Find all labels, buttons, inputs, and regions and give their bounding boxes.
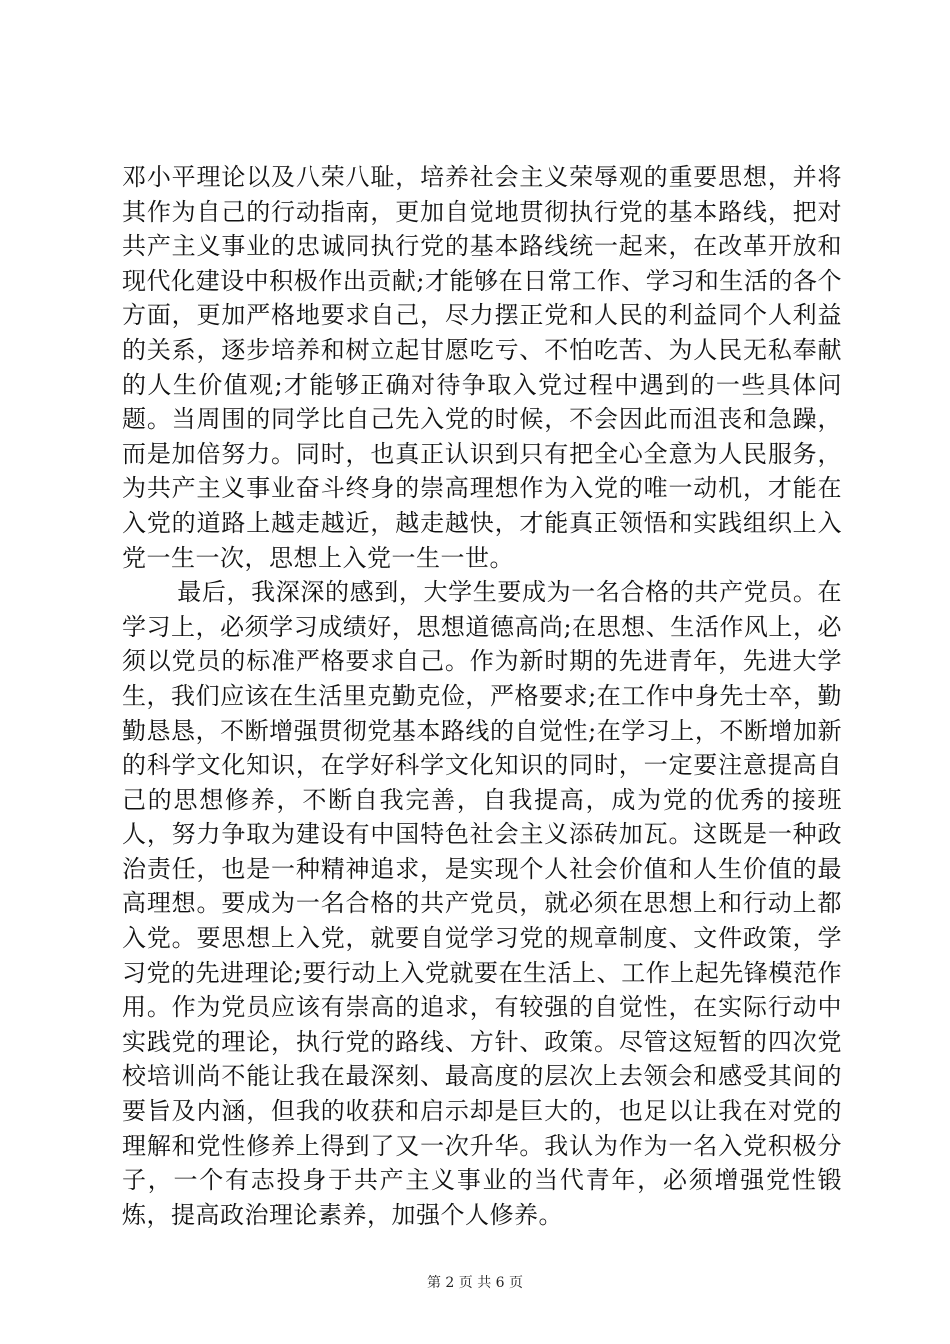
document-body <box>122 160 842 1232</box>
paragraph-conclusion: 最后，我深深的感到，大学生要成为一名合格的共产党员。在学习上，必须学习成绩好，思想道德高尚;在思想、生活作风上，必须以党员的标准严格要求自己。作为新时期的先进青年，先进大学生，我们应该在生活里克勤克俭，严格要求;在工作中身先士卒，勤勤恳恳，不断增强贯彻党基本路线的自觉性;在学习上，不断增加新的科学文化知识，在学好科学文化知识的同时，一定要注意提高自己的思想修养，不断自我完善，自我提高，成为党的优秀的接班人，努力争取为建设有中国特色社会主义添砖加瓦。这既是一种政治责任，也是一种精神追求，是实现个人社会价值和人生价值的最高理想。要成为一名合格的共产党员，就必须在思想上和行动上都入党。要思想上入党，就要自觉学习党的规章制度、文件政策，学习党的先进理论;要行动上入党就要在生活上、工作上起先锋模范作用。作为党员应该有崇高的追求，有较强的自觉性，在实际行动中实践党的理论，执行党的路线、方针、政策。尽管这短暂的四次党校培训尚不能让我在最深刻、最高度的层次上去领会和感受其间的要旨及内涵，但我的收获和启示却是巨大的，也足以让我在对党的理解和党性修养上得到了又一次升华。我认为作为一名入党积极分子，一个有志投身于共产主义事业的当代青年，必须增强党性锻炼，提高政治理论素养，加强个人修养。 <box>122 578 842 1229</box>
paragraph-continuation: 邓小平理论以及八荣八耻，培养社会主义荣辱观的重要思想，并将其作为自己的行动指南，更加自觉地贯彻执行党的基本路线，把对共产主义事业的忠诚同执行党的基本路线统一起来，在改革开放和现代化建设中积极作出贡献;才能够在日常工作、学习和生活的各个方面，更加严格地要求自己，尽力摆正党和人民的利益同个人利益的关系，逐步培养和树立起甘愿吃亏、不怕吃苦、为人民无私奉献的人生价值观;才能够正确对待争取入党过程中遇到的一些具体问题。当周围的同学比自己先入党的时候，不会因此而沮丧和急躁，而是加倍努力。同时，也真正认识到只有把全心全意为人民服务，为共产主义事业奋斗终身的崇高理想作为入党的唯一动机，才能在入党的道路上越走越近，越走越快，才能真正领悟和实践组织上入党一生一次，思想上入党一生一世。 <box>122 163 842 572</box>
page-number-footer: 第 2 页 共 6 页 <box>426 1275 524 1291</box>
